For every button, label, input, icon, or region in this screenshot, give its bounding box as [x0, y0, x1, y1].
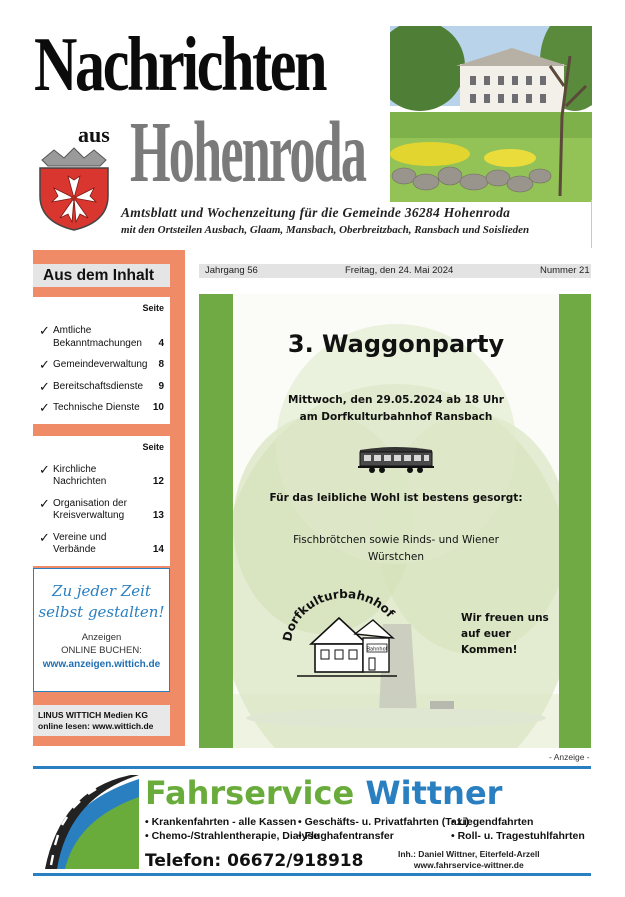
logo-arc-text: Dorfkulturbahnhof	[280, 586, 398, 643]
poster-welcome	[461, 610, 549, 658]
poster-date-line2: am Dorfkulturbahnhof Ransbach	[299, 411, 493, 423]
toc-seite-label: Seite	[142, 441, 164, 452]
toc-heading: Aus dem Inhalt	[33, 264, 170, 287]
masthead-districts: mit den Ortsteilen Ausbach, Glaam, Mansbach, Oberbreitzbach, Ransbach und Soislieden	[121, 224, 530, 236]
checkmark-icon: ✓	[39, 461, 50, 477]
masthead-title-line1: Nachrichten	[34, 21, 326, 107]
service-column	[451, 815, 585, 843]
toc-item[interactable]	[39, 495, 164, 523]
service-item: • Roll- u. Tragestuhlfahrten	[451, 830, 585, 842]
toc-item-label: Vereine und Verbände	[53, 531, 107, 555]
poster-catering: Für das leibliche Wohl ist bestens gesorgt:	[269, 492, 523, 504]
toc-item[interactable]	[39, 529, 164, 557]
sidebar	[33, 250, 185, 746]
toc-item-page: 13	[152, 510, 164, 521]
toc-box	[33, 297, 170, 566]
toc-item-label: Bereitschaftsdienste	[53, 380, 144, 392]
poster-food	[273, 532, 519, 566]
toc-item-label: Amtliche Bekanntmachungen	[53, 325, 142, 349]
toc-divider	[33, 424, 170, 436]
ad-text-line2: ONLINE BUCHEN:	[61, 645, 142, 656]
service-column	[298, 815, 469, 843]
checkmark-icon: ✓	[39, 529, 50, 545]
ad-slogan-line1: Zu jeder Zeit	[52, 582, 151, 600]
publisher-online[interactable]: online lesen: www.wittich.de	[38, 721, 154, 731]
poster-title: 3. Waggonparty	[287, 330, 505, 358]
poster-food-line1: Fischbrötchen sowie Rinds- und Wiener	[293, 534, 499, 546]
toc-item-page: 8	[158, 359, 164, 370]
service-item: • Flughafentransfer	[298, 830, 394, 842]
toc-item-page: 4	[158, 337, 164, 349]
toc-item-label: Technische Dienste	[53, 402, 140, 413]
online-booking-ad[interactable]	[33, 568, 170, 692]
toc-item-page: 9	[158, 380, 164, 392]
checkmark-icon: ✓	[39, 495, 50, 511]
ad-text	[34, 631, 169, 657]
publisher-box	[33, 705, 170, 736]
fahrservice-title-part1: Fahrservice	[145, 774, 355, 812]
toc-item[interactable]	[39, 378, 164, 394]
poster-food-line2: Würstchen	[367, 551, 425, 563]
toc-item-page: 14	[152, 544, 164, 555]
poster-welcome-line2: auf euer	[461, 628, 511, 640]
service-item: • Geschäfts- u. Privatfahrten (Taxi)	[298, 816, 469, 828]
checkmark-icon: ✓	[39, 378, 50, 394]
service-item: • Chemo-/Strahlentherapie, Dialyse	[145, 830, 320, 842]
ad-slogan	[34, 581, 169, 623]
toc-item-page: 12	[152, 476, 164, 487]
issue-nummer: Nummer 21	[540, 265, 590, 276]
service-item: • Liegendfahrten	[451, 816, 534, 828]
toc-item-page: 10	[152, 402, 164, 413]
toc-item[interactable]	[39, 461, 164, 489]
masthead-subtitle: Amtsblatt und Wochenzeitung für die Gemeinde 36284 Hohenroda	[121, 205, 511, 220]
owner-name: Inh.: Daniel Wittner, Eiterfeld-Arzell	[398, 849, 540, 859]
toc-item[interactable]	[39, 402, 164, 415]
owner-website[interactable]: www.fahrservice-wittner.de	[413, 859, 524, 870]
castle-photo	[390, 26, 592, 202]
poster-welcome-line1: Wir freuen uns	[461, 612, 549, 624]
poster-content	[233, 294, 559, 748]
ad-link[interactable]: www.anzeigen.wittich.de	[42, 659, 161, 670]
toc-item[interactable]	[39, 325, 164, 350]
issue-info-bar	[199, 264, 591, 278]
toc-seite-label: Seite	[142, 303, 164, 313]
phone-number[interactable]: Telefon: 06672/918918	[145, 851, 364, 871]
train-wagon-icon	[356, 444, 436, 474]
masthead-title-line2: Hohenroda	[130, 103, 366, 200]
poster-date-line1: Mittwoch, den 29.05.2024 ab 18 Uhr	[288, 394, 504, 406]
fahrservice-title	[145, 775, 502, 811]
logo-sign-text: Bahnhof	[366, 646, 388, 653]
checkmark-icon: ✓	[39, 357, 50, 372]
issue-jahrgang: Jahrgang 56	[205, 265, 258, 276]
road-graphic-icon	[41, 775, 139, 869]
dorfkulturbahnhof-logo	[277, 586, 409, 682]
checkmark-icon: ✓	[39, 400, 50, 415]
coat-of-arms-icon	[34, 146, 114, 232]
poster-date	[233, 392, 559, 426]
publisher-name: LINUS WITTICH Medien KG	[38, 710, 149, 720]
owner-info	[398, 849, 540, 870]
fahrservice-ad	[33, 766, 591, 876]
masthead-divider	[591, 200, 592, 248]
service-item: • Krankenfahrten - alle Kassen	[145, 816, 297, 828]
poster-welcome-line3: Kommen!	[461, 644, 518, 656]
checkmark-icon: ✓	[39, 323, 50, 338]
fahrservice-title-part2: Wittner	[365, 774, 503, 812]
ad-slogan-line2: selbst gestalten!	[38, 603, 165, 621]
toc-item-label: Gemeindeverwaltung	[53, 359, 148, 370]
issue-date: Freitag, den 24. Mai 2024	[345, 265, 454, 276]
toc-item[interactable]	[39, 359, 164, 372]
toc-item-label: Organisation der Kreisverwaltung	[53, 497, 127, 521]
toc-item-label: Kirchliche Nachrichten	[53, 463, 107, 487]
masthead-aus: aus	[78, 122, 110, 147]
anzeige-label: - Anzeige -	[549, 752, 590, 762]
event-poster	[199, 294, 591, 748]
ad-text-line1: Anzeigen	[81, 632, 122, 643]
service-column	[145, 815, 319, 843]
